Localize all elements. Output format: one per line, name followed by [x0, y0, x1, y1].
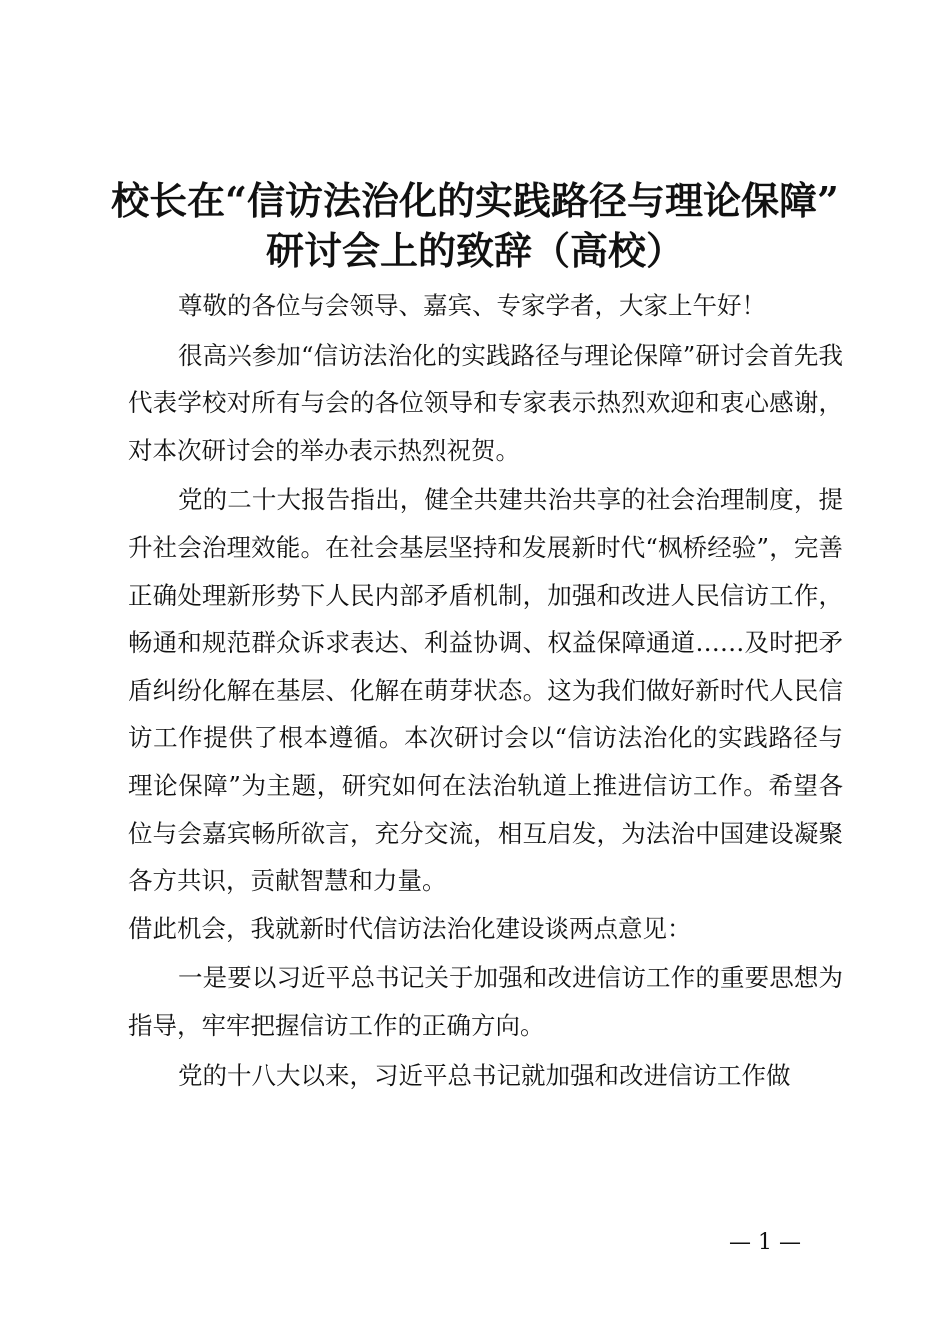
document-body: [128, 282, 843, 1099]
document-title-line-2: 研讨会上的致辞（高校）: [265, 228, 684, 273]
paragraph-opinions-intro: 借此机会，我就新时代信访法治化建设谈两点意见：: [128, 913, 692, 943]
paragraph-welcome: 很高兴参加“信访法治化的实践路径与理论保障”研讨会首先我代表学校对所有与会的各位领导和专家表示热烈欢迎和衷心感谢，对本次研讨会的举办表示热烈祝贺。: [128, 340, 843, 465]
document-title-line-1: 校长在“信访法治化的实践路径与理论保障”: [111, 178, 839, 223]
paragraph-since-18th: 党的十八大以来，习近平总书记就加强和改进信访工作做: [178, 1060, 791, 1090]
paragraph-point-one: 一是要以习近平总书记关于加强和改进信访工作的重要思想为指导，牢牢把握信访工作的正确方向。: [128, 963, 843, 1040]
page-number: — 1 —: [729, 1230, 801, 1255]
paragraph-greeting: 尊敬的各位与会领导、嘉宾、专家学者，大家上午好！: [178, 291, 766, 320]
paragraph-report: 党的二十大报告指出，健全共建共治共享的社会治理制度，提升社会治理效能。在社会基层坚持和发展新时代“枫桥经验”，完善正确处理新形势下人民内部矛盾机制，加强和改进人民信访工作，畅通和规范群众诉求表达、利益协调、权益保障通道……及时把矛盾纠纷化解在基层、化解在萌芽状态。这为我们做好新时代人民信访工作提供了根本遵循。本次研讨会以“信访法治化的实践路径与理论保障”为主题，研究如何在法治轨道上推进信访工作。希望各位与会嘉宾畅所欲言，充分交流，相互启发，为法治中国建设凝聚各方共识，贡献智慧和力量。: [128, 485, 843, 896]
